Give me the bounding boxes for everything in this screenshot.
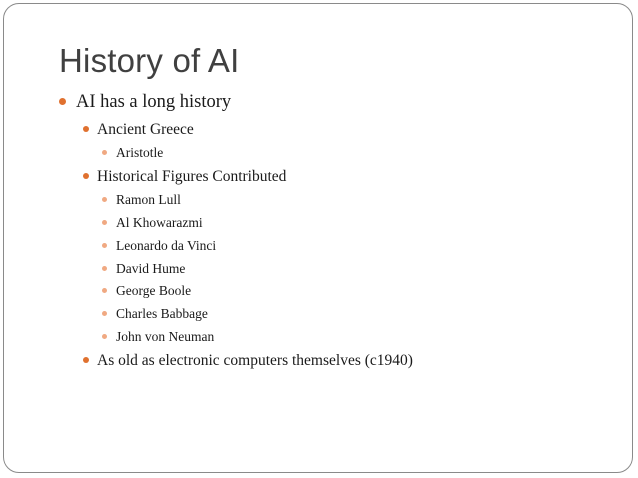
bullet-dot-icon	[102, 197, 107, 202]
bullet-dot-icon	[83, 357, 89, 363]
bullet-text: David Hume	[116, 261, 186, 276]
bullet-item	[102, 192, 181, 208]
bullet-text: George Boole	[116, 283, 192, 298]
bullet-item	[102, 238, 216, 254]
bullet-dot-icon	[102, 266, 107, 271]
bullet-text: AI has a long history	[76, 92, 232, 112]
bullet-text: Historical Figures Contributed	[97, 168, 287, 185]
bullet-dot-icon	[59, 98, 66, 105]
bullet-dot-icon	[102, 334, 107, 339]
bullet-text: Ancient Greece	[97, 121, 194, 138]
bullet-dot-icon	[83, 126, 89, 132]
bullet-dot-icon	[102, 220, 107, 225]
bullet-item	[83, 352, 413, 370]
bullet-item	[102, 215, 203, 231]
slide-title: History of AI	[59, 42, 240, 79]
bullet-text: Aristotle	[116, 145, 164, 160]
bullet-text: Leonardo da Vinci	[116, 238, 217, 253]
bullet-text: Ramon Lull	[116, 192, 181, 207]
bullet-text: John von Neuman	[116, 329, 215, 344]
bullet-text: As old as electronic computers themselves (c1940)	[97, 352, 413, 369]
bullet-item	[102, 145, 163, 161]
bullet-item	[83, 168, 286, 186]
bullet-text: Al Khowarazmi	[116, 215, 203, 230]
bullet-dot-icon	[102, 243, 107, 248]
bullet-text: Charles Babbage	[116, 306, 208, 321]
bullet-item	[59, 92, 231, 113]
bullet-item	[83, 121, 194, 139]
bullet-item	[102, 329, 214, 345]
bullet-dot-icon	[83, 173, 89, 179]
bullet-list	[4, 4, 632, 472]
bullet-item	[102, 261, 185, 277]
bullet-dot-icon	[102, 311, 107, 316]
slide	[3, 3, 633, 473]
bullet-dot-icon	[102, 150, 107, 155]
bullet-item	[102, 306, 208, 322]
bullet-item	[102, 283, 191, 299]
bullet-dot-icon	[102, 288, 107, 293]
